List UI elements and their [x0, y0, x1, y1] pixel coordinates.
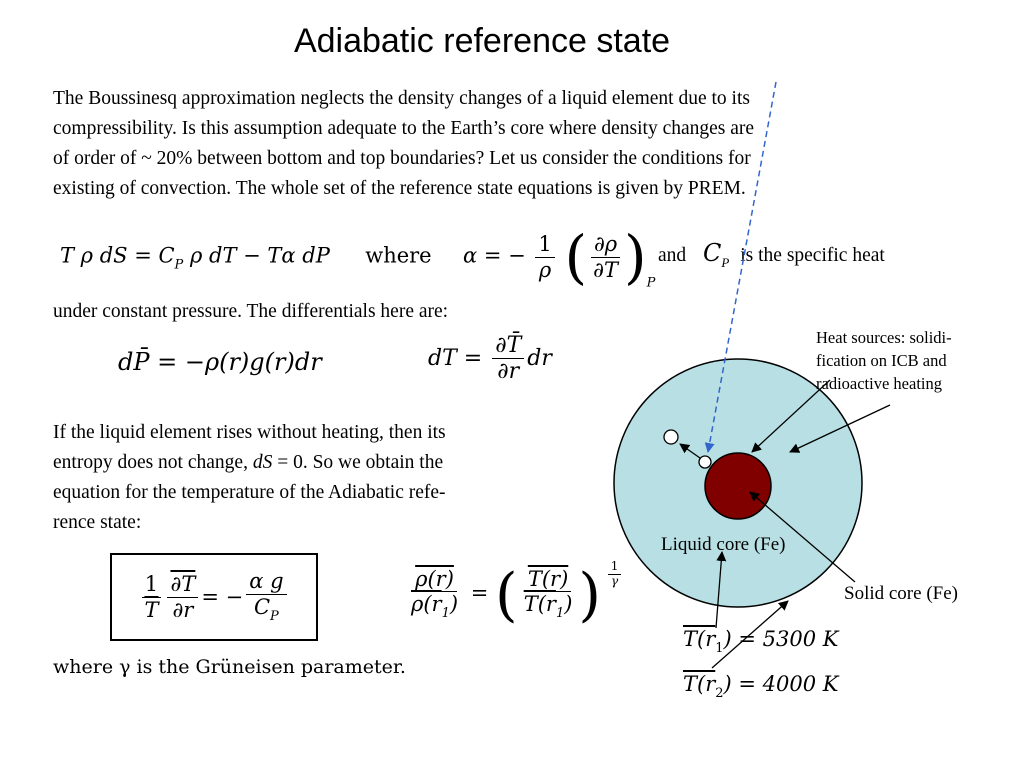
- eq1-lhs: T ρ dS = C: [60, 243, 175, 268]
- t1-value: $T(r_1) = 5300$ K: [683, 627, 839, 656]
- gruneisen-note: where γ is the Grüneisen parameter.: [53, 656, 406, 678]
- cp-symbol: C: [703, 239, 722, 267]
- intro-line-2: compressibility. Is this assumption adequate to the Earth’s core where density changes are: [53, 118, 755, 139]
- entropy-equation: T ρ dS = $C_P$ ρ dT − Tα dP where α = − $\frac{1}{\rho}$ ( $\frac{\partial\rho}{\partial T}$ )$_P$: [60, 223, 656, 291]
- pressure-line: under constant pressure. The differentials here are:: [53, 301, 449, 322]
- eq5-exponent: $\frac{1}{\gamma}$: [608, 560, 622, 589]
- entropy-ds: dS: [252, 452, 273, 473]
- eq1-p-sub: P: [646, 275, 656, 291]
- rise-line-4: rence state:: [53, 512, 142, 533]
- slide-title: Adiabatic reference state: [293, 22, 671, 60]
- eq3-tail: dr: [527, 345, 552, 371]
- intro-line-3: of order of ~ 20% between bottom and top boundaries? Let us consider the conditions for: [53, 148, 751, 169]
- heat-sources-label: Heat sources: solidi- fication on ICB and radioactive heating: [816, 328, 952, 393]
- eq5-t-ratio: $\frac{T(r)}{T(r_1)}$: [523, 566, 573, 622]
- liquid-element-top: [664, 430, 678, 444]
- pressure-differential: dP̄ = −ρ(r)g(r)dr: [118, 348, 322, 376]
- eq4-partial: $\frac{\partial T}{\partial r}$: [167, 572, 198, 621]
- eq1-rhs: ρ dT − Tα dP: [189, 243, 330, 268]
- eq1-inv-rho: $\frac{1}{\rho}$: [535, 232, 554, 281]
- intro-line-4: existing of convection. The whole set of the reference state equations is given by PREM.: [53, 178, 746, 199]
- eq1-alpha: α = −: [463, 243, 526, 268]
- eq4-rhs: $\frac{\text{α g}}{C_P}$: [246, 569, 286, 624]
- solid-inner-core: [705, 453, 771, 519]
- eq3-partial: $\frac{\partial T̄}{\partial r}$: [492, 333, 524, 385]
- rise-line-2: entropy does not change, dS = 0. So we obtain the: [53, 452, 444, 473]
- eq5-rho-ratio: $\frac{\rho(r)}{\rho(r_1)}$: [411, 566, 459, 622]
- density-ratio-equation: $\frac{\rho(r)}{\rho(r_1)}$ = ( $\frac{T(r)}{T(r_1)}$ ) $\frac{1}{\gamma}$: [405, 560, 624, 624]
- rise-line-1: If the liquid element rises without heating, then its: [53, 422, 446, 443]
- eq1-cp-sub: P: [174, 257, 184, 273]
- t2-value: $T(r_2) = 4000$ K: [683, 672, 839, 701]
- eq4-inv-t: $\frac{1}{T}$: [141, 572, 161, 621]
- cp-subscript: P: [721, 255, 730, 270]
- specific-heat-text: is the specific heat: [740, 245, 885, 266]
- intro-line-1: The Boussinesq approximation neglects the density changes of a liquid element due to its: [53, 88, 750, 109]
- and-text: and: [658, 245, 687, 266]
- solid-core-label: Solid core (Fe): [844, 583, 958, 604]
- rise-line-3: equation for the temperature of the Adiabatic refe-: [53, 482, 446, 503]
- eq1-partial: $\frac{\partial\rho}{\partial T}$: [590, 232, 621, 281]
- eq4-equals: = −: [201, 585, 244, 609]
- liquid-element-bottom: [699, 456, 711, 468]
- eq1-where: where: [365, 243, 432, 268]
- eq3-lhs: dT =: [428, 345, 483, 371]
- liquid-core-label: Liquid core (Fe): [661, 534, 786, 555]
